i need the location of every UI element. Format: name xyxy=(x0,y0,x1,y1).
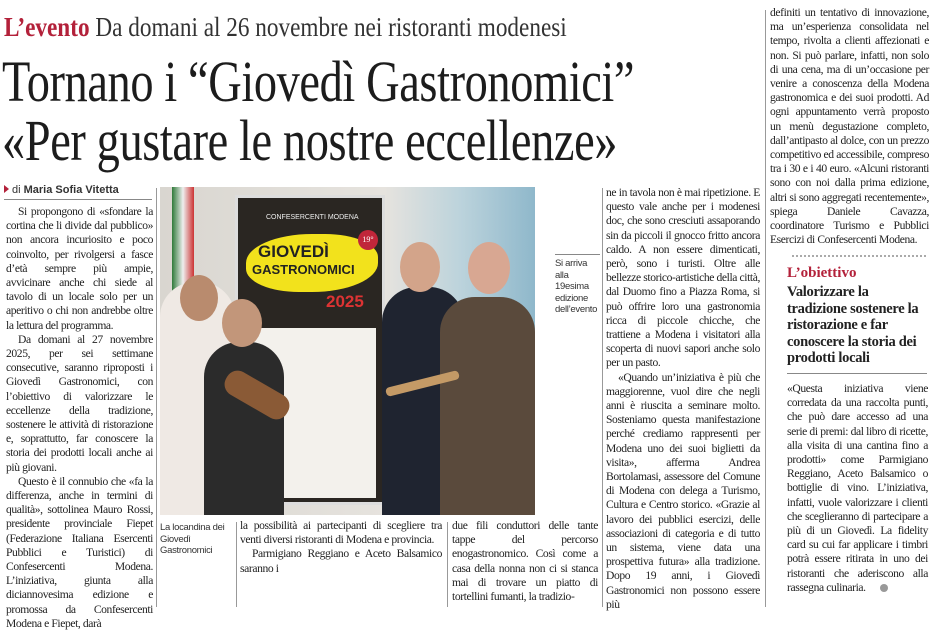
paragraph: Questo è il connubio che «fa la differenza, anche in termini di qualità», sottolinea Mauro Rossi, presidente provinciale Fiepet (Federazione Italiana Esercenti Pubblici e Turistici) di Confesercenti Modena. L’iniziativa, giunta alla diciannovesima edizione e promossa da Confesercenti Modena e Fiepet, darà xyxy=(6,474,153,630)
sidebar-title: Valorizzare la tradizione sostenere la ristorazione e far conoscere la storia dei prodotti locali xyxy=(787,284,919,367)
paragraph: Si propongono di «sfondare la cortina che li divide dal pubblico» non ancora incuriosito e poco coinvolto, per rivolgersi a fasce d’età sempre più ampie, avvicinare anche chi siede al tavolo di un locale solo per un aperitivo o chi non andrebbe oltre la lettura del programma. xyxy=(6,205,153,332)
poster-title-2: GASTRONOMICI xyxy=(252,262,355,277)
column-divider xyxy=(602,188,603,607)
photo-caption-side: Si arriva alla 19esima edizione dell’evento xyxy=(555,258,598,315)
column-divider xyxy=(765,10,766,607)
sidebar-text xyxy=(787,382,928,595)
person-2 xyxy=(204,342,284,515)
sidebar-kicker: L’obiettivo xyxy=(787,265,857,282)
poster-edition: 19° xyxy=(358,230,378,250)
poster-year: 2025 xyxy=(326,292,364,311)
column-5 xyxy=(770,6,929,247)
sidebar-paragraph: «Questa iniziativa viene corredata da una raccolta punti, che può dare accesso ad una serie di premi: dal libro di ricette, alla visita di una cantina fino a prodotti» come Parmigiano Reggiano, Aceto Balsamico o bottiglie di vino. L’iniziativa, infatti, vuole valorizzare i clienti che sceglieranno di partecipare a più di un Giovedì. La fidelity card su cui far applicare i timbri potrà essere ritirata in uno dei ristoranti che aderiscono alla rassegna culinaria. xyxy=(787,381,928,594)
poster-brand: CONFESERCENTI MODENA xyxy=(266,214,359,221)
column-4 xyxy=(606,186,760,612)
paragraph: Da domani al 27 novembre 2025, per sei settimane consecutive, saranno riproposti i Giovedì Gastronomici, con l’obiettivo di valorizzare le eccellenze della tradizione, sostenere le attività di ristorazione e, soprattutto, far conoscere la storia dei prodotti locali anche ai più giovani. xyxy=(6,332,153,474)
column-3 xyxy=(452,519,598,604)
paragraph: la possibilità ai partecipanti di scegliere tra venti diversi ristoranti di Modena e provincia. xyxy=(240,519,442,547)
headline-line2: «Per gustare le nostre eccellenze» xyxy=(2,108,618,173)
byline-prefix: di xyxy=(12,184,21,196)
photo-caption: La locandina dei Giovedì Gastronomici xyxy=(160,522,225,556)
paragraph: Parmigiano Reggiano e Aceto Balsamico saranno i xyxy=(240,547,442,575)
person-4 xyxy=(440,297,535,515)
byline-author: Maria Sofia Vitetta xyxy=(23,184,119,196)
byline-rule xyxy=(4,199,152,200)
poster-title-1: GIOVEDÌ xyxy=(258,242,329,261)
sidebar-rule xyxy=(787,373,927,374)
column-2 xyxy=(240,519,442,576)
paragraph: ne in tavola non è mai ripetizione. E questo vale anche per i modenesi doc, che sono cresciuti assaporando sin da piccoli il gnocco fritto ancora caldo. A non essere dimenticati, però, sono i turisti. Oltre alle bellezze storico-artistiche della città, dal Duomo fino a Piazza Roma, si può offrire loro una gastronomia ricca di piccole chicche, che trattiene a Modena i visitatori alla scoperta di nuovi sapori anche solo per un pasto. xyxy=(606,186,760,370)
column-divider xyxy=(236,522,237,607)
end-mark-icon xyxy=(880,584,888,592)
column-divider xyxy=(156,188,157,607)
paragraph: definiti un tentativo di innovazione, ma un’esperienza consolidata nel tempo, rivolta a clienti affezionati e non. Si può parlare, infatti, non solo di una cena, ma di un’occasione per venire a conoscenza della Modena gastronomica e dei suoi prodotti. Ad ogni appuntamento verrà proposto un menù degustazione completo, dall’antipasto al dolce, con un prezzo competitivo ed accessibile, compreso tra i 30 e i 40 euro. «Alcuni ristoranti sono con noi dalla prima edizione, altri si sono aggregati recentemente», spiega Daniele Cavazza, coordinatore Turismo e Pubblici Esercizi di Confesercenti Modena. xyxy=(770,6,929,247)
headline-line1: Tornano i “Giovedì Gastronomici” xyxy=(2,49,635,114)
caption-rule xyxy=(555,254,600,255)
paragraph: due fili conduttori delle tante tappe del percorso enogastronomico. Così come a casa della nonna non ci si stanca mai di trovare un piatto di tortellini fumanti, la tradizio- xyxy=(452,519,598,604)
kicker-text: Da domani al 26 novembre nei ristoranti modenesi xyxy=(95,12,567,42)
byline xyxy=(4,184,119,196)
paragraph: «Quando un’iniziativa è più che maggiorenne, vuol dire che negli anni è riuscita a seminare molto. Sosteniamo questa manifestazione perché crediamo rappresenti per Modena uno dei suoi biglietti da visita», afferma Andrea Bortolamasi, assessore del Comune di Modena con delega a Turismo, Cultura e Centro storico. «Grazie al lavoro dei pubblici esercizi, delle associazioni di categoria e di tutto un sistema, viene data una prospettiva futura» alla tradizione. Dopo 19 anni, i Giovedì Gastronomici non possono essere più xyxy=(606,370,760,611)
event-photo xyxy=(160,187,535,515)
column-1 xyxy=(6,205,153,631)
column-divider xyxy=(447,522,448,607)
kicker xyxy=(4,12,567,43)
sidebar-dotted-rule xyxy=(792,255,926,257)
kicker-label: L’evento xyxy=(4,12,90,42)
column-5-stack xyxy=(770,6,929,595)
arrow-icon xyxy=(4,185,9,193)
